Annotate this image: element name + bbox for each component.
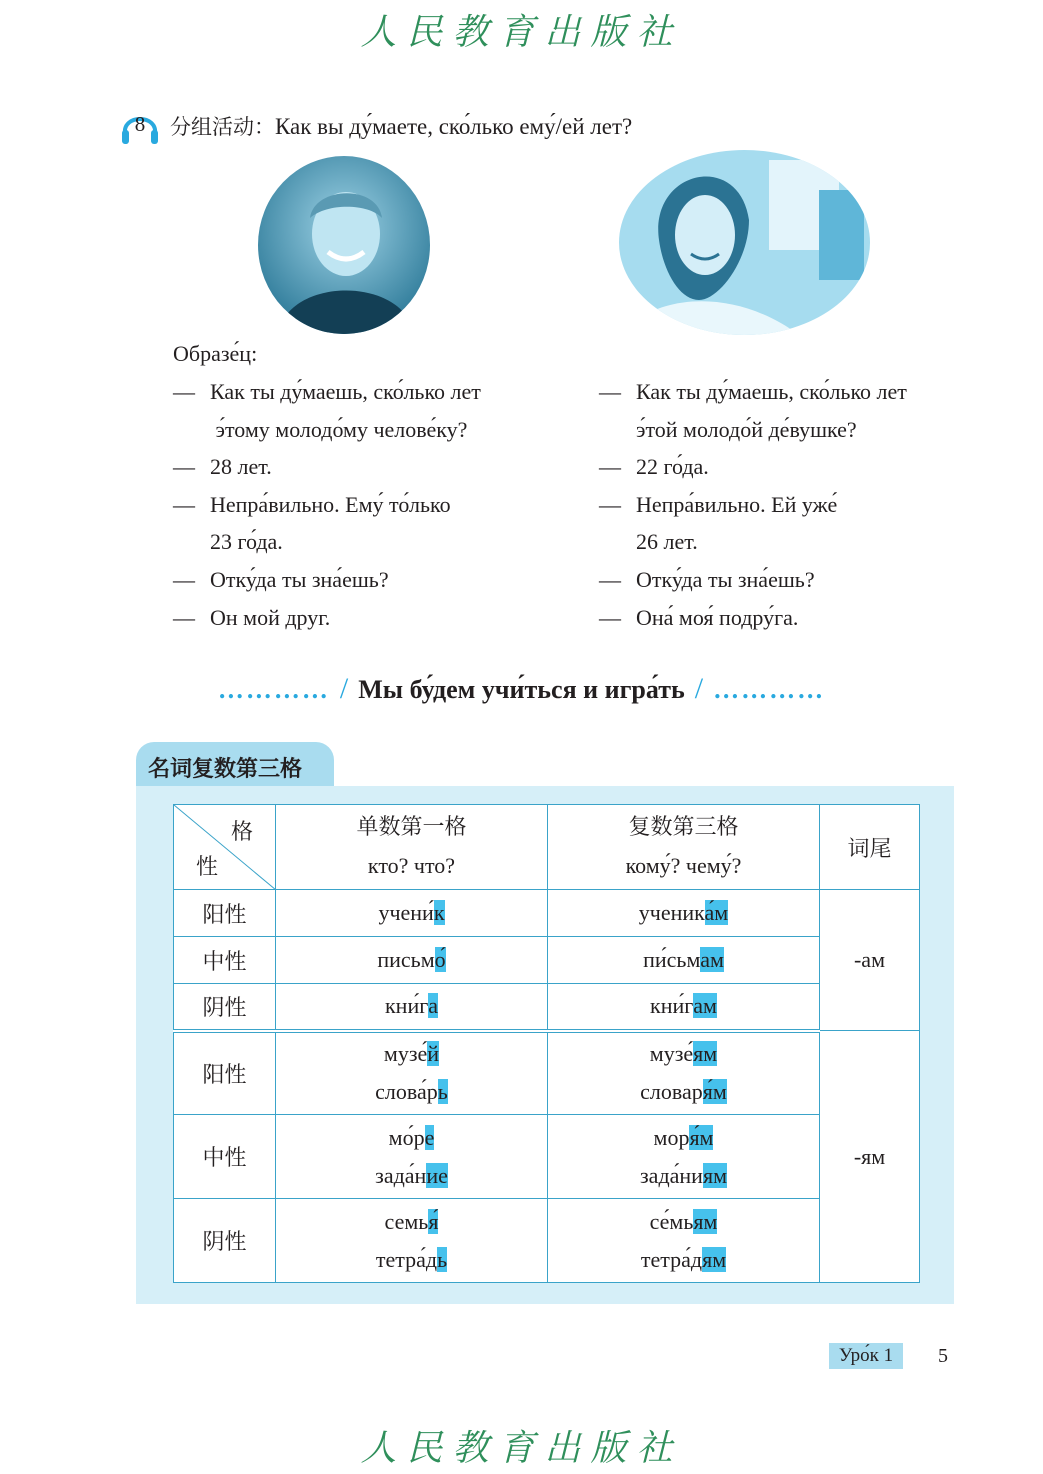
dialog-line [173,561,481,599]
word-line [548,1241,819,1279]
table-row [174,1031,920,1115]
grammar-table [173,804,920,1283]
table-row [174,1115,920,1199]
plural-ending-highlight: а́м [704,900,729,925]
dialog-line [599,561,907,599]
singular-stem: кни́г [384,993,429,1019]
word-line [276,1035,547,1073]
dialog-dash: — [599,566,621,592]
plural-ending-highlight: ям [702,1246,727,1272]
plural-ending-highlight: я́м [702,1079,727,1105]
dialog-dash: — [173,491,195,517]
singular-cell [276,1115,548,1199]
singular-stem: семь [384,1208,429,1234]
page-number: 5 [938,1345,948,1367]
singular-cell [276,1031,548,1115]
section-dots-left: ………… [217,675,330,704]
dialog-dash [173,523,210,561]
plural-stem: зада́ни [639,1162,703,1188]
dialog-line [599,599,907,637]
table-row [174,937,920,984]
publisher-watermark-top: 人民教育出版社 [360,12,683,53]
singular-ending-highlight: ие [426,1162,448,1188]
header-singular [276,805,548,890]
header-singular-zh: 单数第一格 [356,815,467,840]
section-title [0,672,1043,706]
dialog-text: Как ты ду́маешь, ско́лько лет [636,379,907,404]
dialog-line [599,373,907,411]
plural-cell [548,937,820,984]
dialog-text: Отку́да ты зна́ешь? [636,566,815,592]
singular-stem: тетра́д [375,1246,438,1272]
dialog-text: Он мой друг. [210,604,331,630]
exercise-header [120,104,632,148]
plural-stem: музе́ [649,1041,694,1067]
word-line [276,1203,547,1241]
dialog-line [599,486,907,524]
dialog-dash: — [599,604,621,630]
gender-cell: 中性 [174,937,276,984]
header-plural-ru: кому́? чему́? [625,853,742,878]
plural-stem: ученик [638,900,705,925]
dialog-line [599,411,907,449]
dialog-line [173,411,481,449]
gender-cell: 阴性 [174,1199,276,1283]
header-case-label: 格 [230,820,253,845]
exercise-label: 分组活动： [170,115,275,139]
table-row [174,1199,920,1283]
singular-stem: слова́р [375,1079,438,1105]
word-line [548,1157,819,1195]
exercise-number: 8 [134,112,146,136]
header-gender-label: 性 [196,855,219,880]
publisher-watermark-bottom: 人民教育出版社 [360,1428,683,1469]
dialog-dash: — [599,454,621,480]
singular-ending-highlight: ь [437,1079,448,1105]
dialog-text: Как ты ду́маешь, ско́лько лет [210,379,481,404]
singular-ending-highlight: а [428,993,439,1019]
photo-young-man [258,156,430,334]
plural-stem: се́мь [649,1208,694,1234]
singular-ending-highlight: к [433,900,445,925]
plural-cell [548,890,820,937]
dialog-text: 22 го́да. [636,454,709,480]
dialog-left [173,373,481,636]
exercise-title [170,111,632,141]
word-line [548,1203,819,1241]
singular-ending-highlight: я́ [428,1208,439,1234]
dialog-dash: — [173,604,195,630]
word-line [548,1119,819,1157]
plural-ending-highlight: ям [702,1162,727,1188]
header-plural-zh: 复数第三格 [628,815,739,840]
plural-stem: тетра́д [640,1246,703,1272]
table-header-row [174,805,920,890]
singular-stem: мо́р [388,1124,425,1150]
dialog-line [173,599,481,637]
plural-cell [548,1115,820,1199]
word-line [276,1241,547,1279]
dialog-right [599,373,907,636]
singular-stem: зада́н [375,1162,427,1188]
grammar-tab-title: 名词复数第三格 [148,757,303,782]
dialog-text: 23 го́да. [210,529,283,555]
word-line [276,1157,547,1195]
dialog-line [599,448,907,486]
singular-cell [276,890,548,937]
dialog-dash [599,523,636,561]
singular-ending-highlight: о́ [434,947,446,972]
section-slash-right: / [694,672,704,705]
dialog-dash: — [599,491,621,517]
section-heading: Мы бу́дем учи́ться и игра́ть [358,675,685,704]
header-plural [548,805,820,890]
dialog-dash [599,411,636,449]
plural-ending-highlight: я́м [689,1124,714,1150]
singular-ending-highlight: е [424,1124,435,1150]
gender-cell: 中性 [174,1115,276,1199]
dialog-text: Непра́вильно. Ей уже́ [636,491,838,517]
dialog-line [173,523,481,561]
dialog-dash: — [173,454,195,480]
table-row [174,890,920,937]
dialog-text: 26 лет. [636,529,698,555]
header-singular-ru: кто? что? [367,853,456,878]
gender-cell: 阴性 [174,984,276,1031]
singular-stem: музе́ [383,1041,428,1067]
dialog-text: э́той молодо́й де́вушке? [636,416,857,442]
header-ending: 词尾 [820,805,920,890]
grammar-tab [136,742,334,788]
plural-stem: мор [653,1124,690,1150]
word-line [276,1119,547,1157]
section-dots-right: ………… [713,675,826,704]
plural-cell [548,984,820,1031]
singular-stem: учени́ [378,900,434,925]
dialog-dash [173,411,210,449]
dialog-line [599,523,907,561]
word-line [548,1035,819,1073]
gender-cell: 阳性 [174,1031,276,1115]
plural-cell [548,1031,820,1115]
ending-cell: -ам [820,890,920,1031]
dialog-text: 28 лет. [210,454,272,480]
singular-cell [276,937,548,984]
table-row [174,984,920,1031]
header-diagonal-cell [174,805,276,890]
dialog-line [173,448,481,486]
gender-cell: 阳性 [174,890,276,937]
dialog-dash: — [173,379,195,404]
diagonal-line [174,805,276,890]
dialog-dash: — [173,566,195,592]
dialog-line [173,373,481,411]
word-line [276,1073,547,1111]
dialog-text: Отку́да ты зна́ешь? [210,566,389,592]
dialog-text: Она́ моя́ подру́га. [636,604,799,630]
dialog-dash: — [599,379,621,404]
section-slash-left: / [339,672,349,705]
singular-ending-highlight: й [427,1041,440,1067]
plural-stem: кни́г [650,993,694,1019]
ending-cell: -ям [820,1031,920,1283]
singular-cell [276,984,548,1031]
lesson-badge: Уро́к 1 [829,1343,903,1369]
plural-ending-highlight: ам [700,947,724,972]
dialog-text: э́тому молодо́му челове́ку? [210,416,468,442]
singular-stem: письм [377,947,435,972]
headphones-icon [120,104,160,148]
dialog-text: Непра́вильно. Ему́ то́лько [210,491,451,517]
dialog-line [173,486,481,524]
exercise-prompt: Как вы ду́маете, ско́лько ему́/ей лет? [275,114,633,139]
plural-stem: пи́сьм [643,947,701,972]
plural-ending-highlight: ям [693,1208,718,1234]
singular-ending-highlight: ь [437,1246,448,1272]
singular-cell [276,1199,548,1283]
word-line [548,1073,819,1111]
sample-label: Образе́ц: [173,341,258,366]
photo-young-woman [619,150,870,335]
plural-ending-highlight: ям [693,1041,718,1067]
plural-cell [548,1199,820,1283]
plural-stem: словар [640,1079,703,1105]
plural-ending-highlight: ам [693,993,717,1019]
